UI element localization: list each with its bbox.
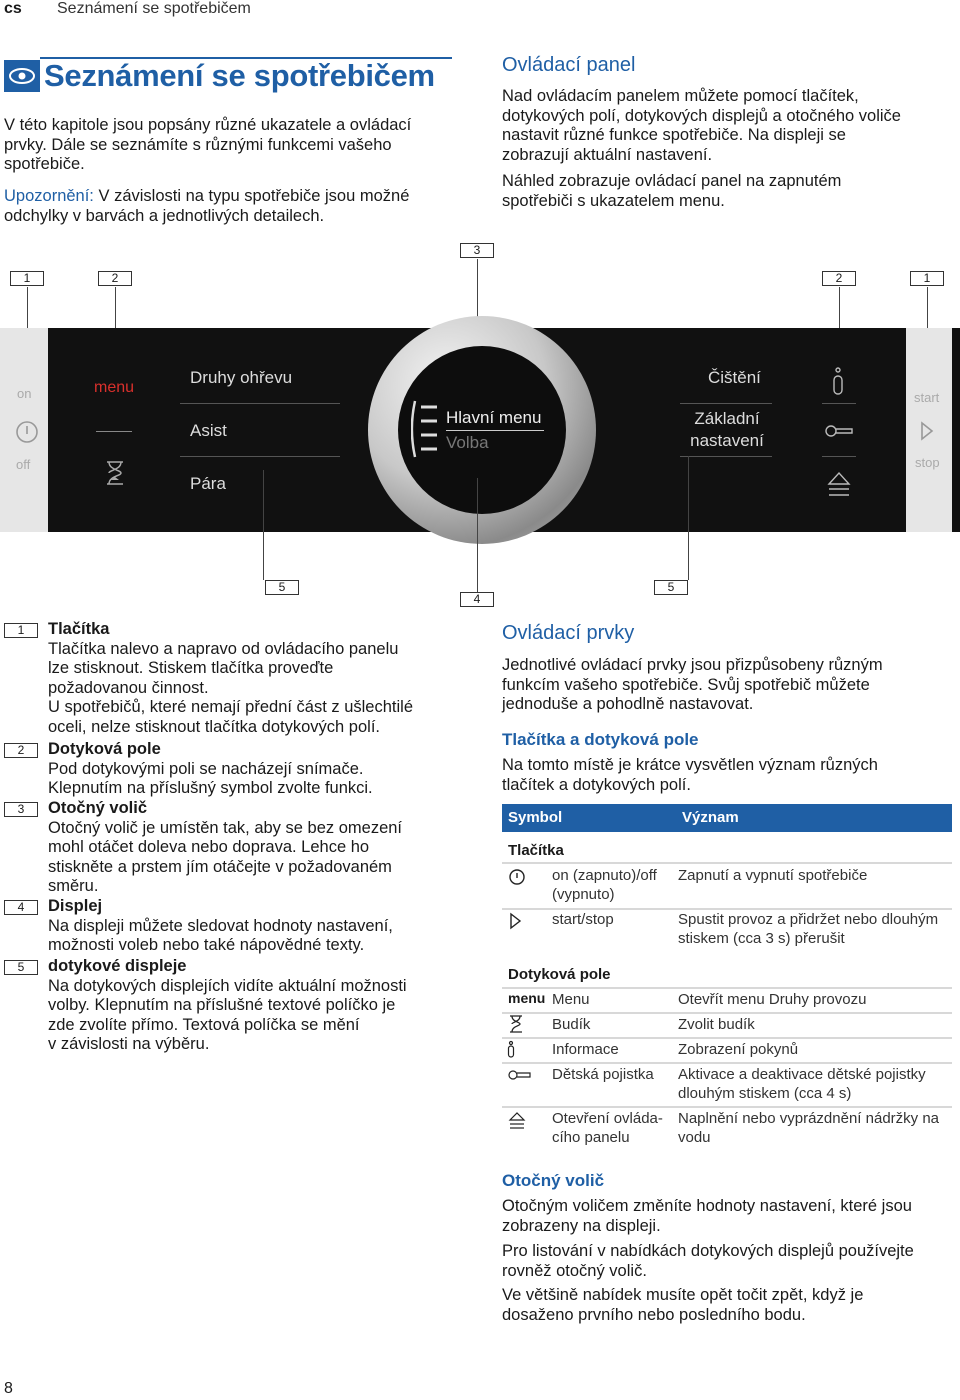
table-row: [502, 1109, 952, 1151]
row-meaning: Otevřít menu Druhy provozu: [678, 991, 867, 1008]
para-field[interactable]: Pára: [190, 474, 226, 493]
controls-heading: Ovládací prvky: [502, 622, 635, 644]
row-meaning: Spustit provoz a přidržet nebo dlouhým stiskem (cca 3 s) přerušit: [678, 911, 939, 947]
row-name: on (zapnuto)/off (vypnuto): [552, 867, 657, 903]
control-panel-text: Nad ovládacím panelem můžete pomocí tlačítek, dotykových polí, dotykových displejů a otočného voliče nastavit různé funkce spotřebiče. Na displeji se zobrazují aktuální nastavení.: [502, 87, 901, 164]
callout-2-left: 2: [98, 271, 132, 286]
timer-icon: [508, 1015, 524, 1038]
legend-num: 3: [4, 802, 38, 817]
page-number: 8: [4, 1380, 13, 1397]
divider: [680, 403, 772, 404]
row-divider: [502, 862, 952, 864]
off-label: off: [16, 457, 31, 472]
timer-icon[interactable]: [104, 460, 126, 491]
intro-text: V této kapitole jsou popsány různé ukazatele a ovládací prvky. Dále se seznámíte s různými funkcemi vašeho spotřebiče.: [4, 116, 412, 173]
legend-title: Displej: [48, 897, 103, 915]
legend-num: 1: [4, 623, 38, 638]
legend-item: 4 Displej Na displeji můžete sledovat hodnoty nastavení, možnosti voleb nebo také nápovědné texty.: [4, 897, 474, 957]
divider: [822, 403, 856, 404]
row-meaning: Aktivace a deaktivace dětské pojistky dlouhým stiskem (cca 4 s): [678, 1066, 926, 1102]
info-icon: [506, 1040, 516, 1063]
row-name: start/stop: [552, 911, 614, 928]
row-meaning: Zapnutí a vypnutí spotřebiče: [678, 867, 868, 884]
header-title: Seznámení se spotřebičem: [57, 0, 251, 17]
row-meaning: Naplnění nebo vyprázdnění nádržky na vodu: [678, 1110, 940, 1146]
chapter-heading: Seznámení se spotřebičem: [44, 58, 435, 93]
row-divider: [502, 987, 952, 989]
intro-note: Upozornění: V závislosti na typu spotřebiče jsou možné odchylky v barvách a jednotlivých detailech.: [4, 187, 410, 225]
row-meaning: Zvolit budík: [678, 1016, 755, 1033]
legend-item: 5 dotykové displeje Na dotykových displejích vidíte aktuální možnosti volby. Klepnutím na příslušné textové políčko je zde zvolíte přímo. Textová políčka se mění v závislosti na výběru.: [4, 957, 474, 1057]
menu-touch-field[interactable]: menu: [94, 379, 135, 396]
on-label: on: [17, 386, 32, 401]
legend-title: Dotyková pole: [48, 740, 161, 758]
section-label: Tlačítka: [508, 842, 564, 859]
legend-title: Otočný volič: [48, 799, 148, 817]
control-panel-text-2: Náhled zobrazuje ovládací panel na zapnutém spotřebiči s ukazatelem menu.: [502, 172, 842, 210]
knob-text-2: Pro listování v nabídkách dotykových displejů používejte rovněž otočný volič.: [502, 1242, 914, 1280]
callout-1-left: 1: [10, 271, 44, 286]
row-divider: [502, 1106, 952, 1108]
table-row: [502, 1040, 952, 1062]
table-header: Symbol Význam: [502, 804, 952, 832]
knob-text-1: Otočným voličem změníte hodnoty nastavení, které jsou zobrazeny na displeji.: [502, 1197, 912, 1235]
buttons-fields-heading: Tlačítka a dotyková pole: [502, 730, 699, 749]
druhy-ohrevu-field[interactable]: Druhy ohřevu: [190, 368, 293, 387]
chapter-icon: [4, 60, 40, 92]
note-label: Upozornění:: [4, 187, 94, 205]
info-icon[interactable]: [830, 366, 846, 401]
callout-line: [263, 470, 264, 580]
divider: [446, 430, 544, 431]
row-name: Dětská pojistka: [552, 1066, 654, 1083]
divider: [180, 456, 340, 457]
knob-text-3: Ve většině nabídek musíte opět točit zpět, když je dosaženo prvního nebo posledního bodu.: [502, 1286, 864, 1324]
table-row: [502, 866, 952, 908]
menu-text: menu: [508, 990, 546, 1006]
legend-item: 2 Dotyková pole Pod dotykovými poli se nacházejí snímače. Klepnutím na příslušný symbol zvolte funkci.: [4, 740, 474, 799]
legend-num: 5: [4, 960, 38, 975]
callout-line: [927, 287, 928, 329]
callout-line: [688, 456, 689, 580]
power-icon: [508, 868, 526, 891]
power-icon[interactable]: [14, 419, 40, 450]
display-main-menu: Hlavní menu: [446, 408, 542, 427]
legend-list: [4, 620, 474, 1057]
table-row: [502, 1065, 952, 1107]
eject-icon[interactable]: [826, 470, 852, 503]
callout-5-left: 5: [265, 580, 299, 595]
buttons-fields-text: Na tomto místě je krátce vysvětlen význam různých tlačítek a dotykových polí.: [502, 756, 878, 794]
legend-item: 1 Tlačítka Tlačítka nalevo a napravo od ovládacího panelu lze stisknout. Stiskem tlačítka proveďte požadovanou činnost. U spotřebičů, které nemají přední část z ušlechtilé oceli, nelze stisknout tlačítka dotykových polí.: [4, 620, 474, 740]
divider: [822, 456, 856, 457]
row-divider: [502, 1037, 952, 1039]
control-panel-heading: Ovládací panel: [502, 54, 636, 76]
callout-3-top: 3: [460, 243, 494, 258]
callout-4: 4: [460, 592, 494, 607]
zakladni-nastaveni-field[interactable]: Základní nastavení: [690, 409, 764, 450]
row-meaning: Zobrazení pokynů: [678, 1041, 799, 1058]
legend-num: 2: [4, 743, 38, 758]
table-row: [502, 1015, 952, 1037]
key-icon[interactable]: [824, 424, 854, 443]
knob-heading: Otočný volič: [502, 1171, 605, 1190]
header-lang: cs: [4, 0, 22, 17]
callout-1-right: 1: [910, 271, 944, 286]
controls-text: Jednotlivé ovládací prvky jsou přizpůsobeny různým funkcím vašeho spotřebiče. Svůj spotřebič můžete jednoduše a pohodlně nastavovat.: [502, 656, 883, 713]
asist-field[interactable]: Asist: [190, 421, 227, 440]
divider: [680, 456, 772, 457]
legend-title: dotykové displeje: [48, 957, 187, 975]
eject-icon: [508, 1111, 526, 1136]
section-label: Dotyková pole: [508, 966, 611, 983]
callout-2-right: 2: [822, 271, 856, 286]
start-stop-icon[interactable]: [917, 420, 937, 447]
legend-item: 3 Otočný volič Otočný volič je umístěn tak, aby se bez omezení mohl otáčet doleva nebo doprava. Lehce ho stiskněte a prstem jím otáčejte v požadovaném směru.: [4, 799, 474, 897]
row-name: Budík: [552, 1016, 591, 1033]
row-name: Informace: [552, 1041, 619, 1058]
start-label: start: [914, 390, 940, 405]
divider: [180, 403, 340, 404]
callout-5-right: 5: [654, 580, 688, 595]
callout-line: [477, 478, 478, 592]
display-volba: Volba: [446, 433, 489, 452]
symbol-table: [502, 804, 952, 1150]
legend-title: Tlačítka: [48, 620, 110, 638]
callout-line: [477, 259, 478, 317]
menu-lines-icon: [411, 399, 439, 464]
table-row: [502, 990, 952, 1012]
row-divider: [502, 1012, 952, 1014]
start-stop-icon: [508, 912, 524, 935]
legend-num: 4: [4, 900, 38, 915]
callout-line: [27, 287, 28, 329]
divider: [96, 431, 132, 432]
stop-label: stop: [915, 455, 940, 470]
row-divider: [502, 1062, 952, 1064]
cisteni-field[interactable]: Čištění: [708, 368, 761, 387]
table-row: [502, 910, 952, 954]
row-name: Otevření ovláda- cího panelu: [552, 1110, 663, 1146]
row-name: Menu: [552, 991, 590, 1008]
key-icon: [508, 1068, 532, 1086]
